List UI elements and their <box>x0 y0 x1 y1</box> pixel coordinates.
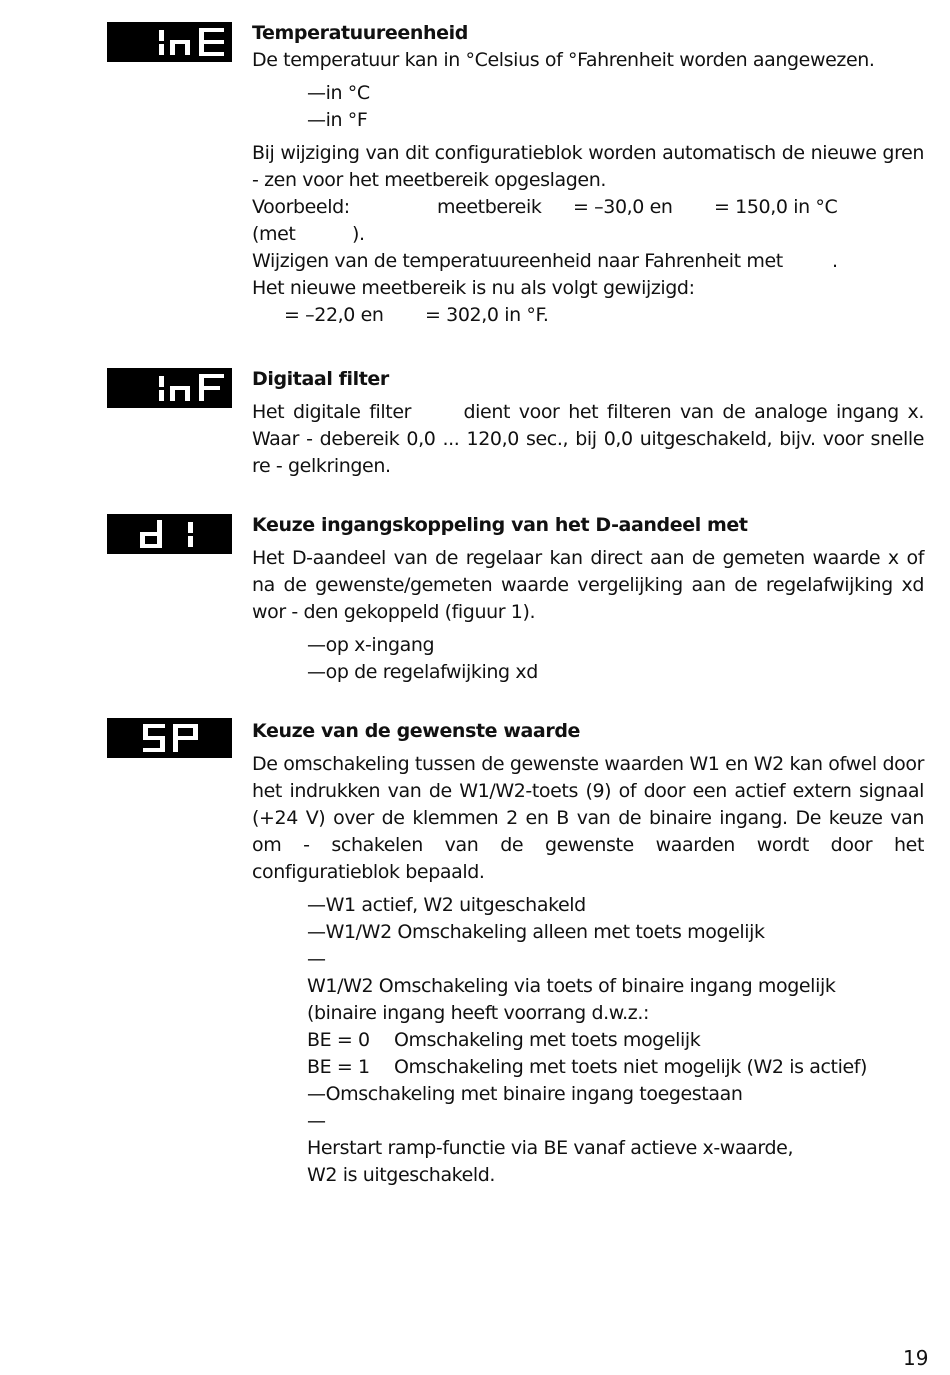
paragraph <box>252 399 924 480</box>
example-label: Voorbeeld: <box>252 196 350 218</box>
option-item <box>252 632 924 659</box>
new-low: = –22,0 en <box>284 304 384 326</box>
option-item <box>252 1108 924 1189</box>
example-low: = –30,0 en <box>573 196 673 218</box>
dash: — <box>307 1110 326 1132</box>
dash: — <box>307 634 326 656</box>
be-row <box>307 1027 924 1054</box>
option-label: op x-ingang <box>325 634 435 656</box>
option-label: op de regelafwijking xd <box>325 661 538 683</box>
dash: — <box>307 921 326 943</box>
option-label: Omschakeling met binaire ingang toegestaan <box>325 1083 743 1105</box>
paragraph-part: Het digitale filter <box>252 401 412 423</box>
option-label: Herstart ramp-functie via BE vanaf actieve x-waarde, <box>307 1137 794 1159</box>
paragraph: De omschakeling tussen de gewenste waarden W1 en W2 kan ofwel door het indrukken van de W1/W2-toets (9) of door een actief extern signaal (+24 V) over de klemmen 2 en B van de binaire ingang. De keuze van om - schakelen van de gewenste waarden wordt door het configuratieblok bepaald. <box>252 753 924 883</box>
option-item <box>252 659 924 686</box>
option-item <box>252 1081 924 1108</box>
paragraph: Het D-aandeel van de regelaar kan direct aan de gemeten waarde x of na de gewenste/gemeten waarde vergelijking aan de regelafwijking xd wor - den gekoppeld (figuur 1). <box>252 547 924 623</box>
example-with-line <box>252 221 924 248</box>
section-setpoint <box>252 718 924 1189</box>
be-key: BE = 1 <box>307 1056 370 1078</box>
option-item <box>252 946 924 1081</box>
section-digital-filter <box>252 366 924 480</box>
section-title: Digitaal filter <box>252 368 389 390</box>
section-temperature-unit <box>252 20 924 329</box>
lcd-display-sp <box>107 718 232 758</box>
option-item <box>252 892 924 919</box>
be-key: BE = 0 <box>307 1029 370 1051</box>
option-note: W2 is uitgeschakeld. <box>307 1164 496 1186</box>
example-close: ). <box>352 223 365 245</box>
change-end: . <box>832 250 838 272</box>
option-label: in °C <box>325 82 370 104</box>
dash: — <box>307 661 326 683</box>
dash: — <box>307 1083 326 1105</box>
section-title: Temperatuureenheid <box>252 22 468 44</box>
dash: — <box>307 948 326 970</box>
section-title: Keuze ingangskoppeling van het D-aandeel met <box>252 514 748 536</box>
page-number: 19 <box>903 1346 929 1370</box>
change-text: Wijzigen van de temperatuureenheid naar Fahrenheit met <box>252 250 783 272</box>
option-item <box>252 919 924 946</box>
paragraph-part: dient voor het filteren van de analoge ingang x. Waar - debereik 0,0 ... 120,0 sec., bij 0,0 uitgeschakeld, bijv. voor snelle re - gelkringen. <box>252 401 924 477</box>
section-d-coupling <box>252 512 924 686</box>
example-range: meetbereik <box>437 196 542 218</box>
example-high: = 150,0 in °C <box>714 196 838 218</box>
example-with: (met <box>252 223 296 245</box>
example-line <box>252 194 924 221</box>
paragraph: De temperatuur kan in °Celsius of °Fahrenheit worden aangewezen. <box>252 49 875 71</box>
option-item <box>252 107 924 134</box>
paragraph: Het nieuwe meetbereik is nu als volgt gewijzigd: <box>252 277 695 299</box>
option-label: W1/W2 Omschakeling via toets of binaire ingang mogelijk <box>307 975 836 997</box>
dash: — <box>307 82 326 104</box>
new-range-line <box>252 302 924 329</box>
lcd-display-ine <box>107 22 232 62</box>
option-label: W1 actief, W2 uitgeschakeld <box>325 894 586 916</box>
change-line <box>252 248 924 275</box>
option-note: (binaire ingang heeft voorrang d.w.z.: <box>307 1002 649 1024</box>
be-row <box>307 1054 924 1081</box>
dash: — <box>307 894 326 916</box>
section-title: Keuze van de gewenste waarde <box>252 720 581 742</box>
option-item <box>252 80 924 107</box>
paragraph: Bij wijziging van dit configuratieblok worden automatisch de nieuwe gren - zen voor het meetbereik opgeslagen. <box>252 142 924 191</box>
lcd-display-d1 <box>107 514 232 554</box>
be-value: Omschakeling met toets mogelijk <box>394 1029 701 1051</box>
dash: — <box>307 109 326 131</box>
lcd-display-inf <box>107 368 232 408</box>
option-label: in °F <box>325 109 368 131</box>
be-value: Omschakeling met toets niet mogelijk (W2 is actief) <box>394 1056 868 1078</box>
option-label: W1/W2 Omschakeling alleen met toets mogelijk <box>325 921 765 943</box>
new-high: = 302,0 in °F. <box>425 304 549 326</box>
